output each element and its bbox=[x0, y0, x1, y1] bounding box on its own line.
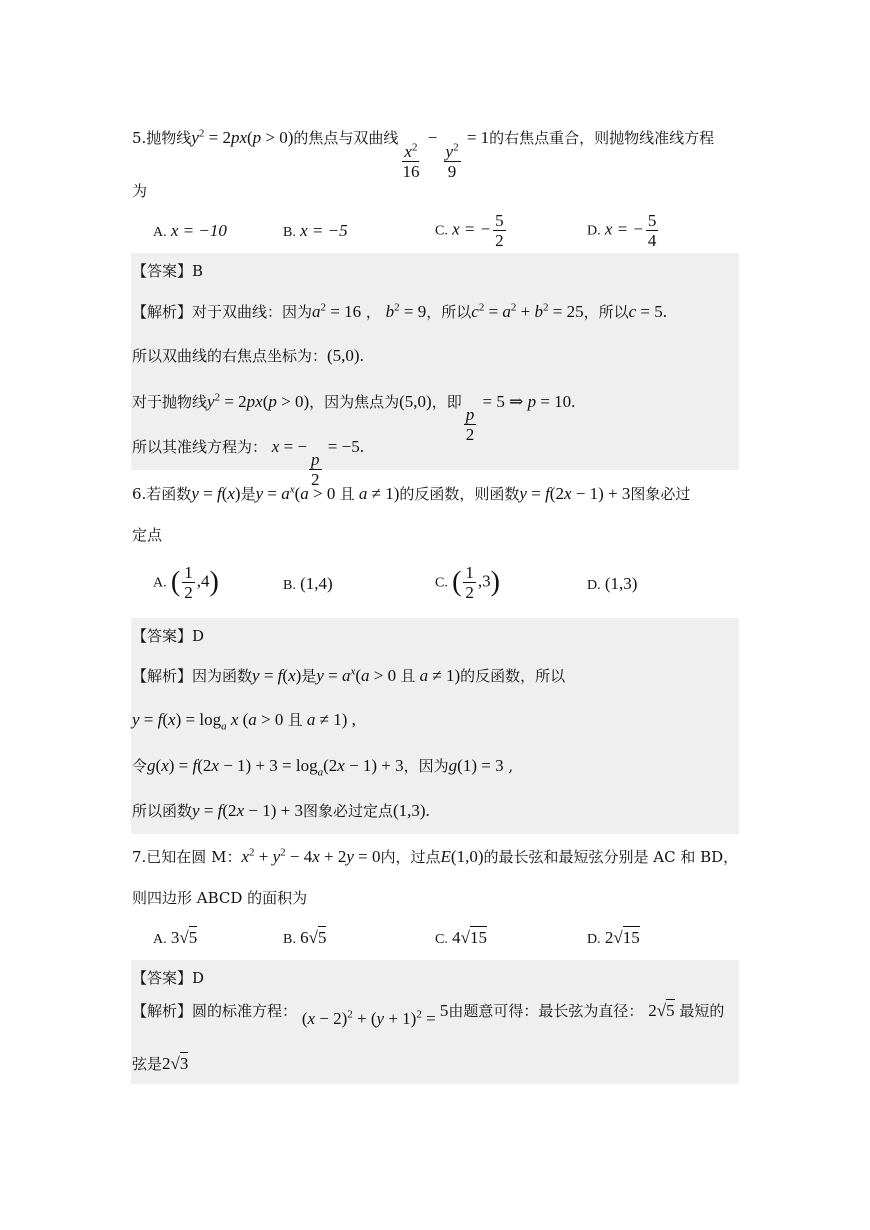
q7-option-c[interactable]: C. 4√15 bbox=[435, 928, 487, 947]
q5-option-d[interactable]: D. x = − $\frac{5}{4}$ bbox=[587, 211, 657, 250]
q6-analysis-line1: 【解析】因为函数y = f(x)是$y = a^x(a > 0$ 且 a ≠ 1)的反函数，所以 bbox=[132, 665, 566, 685]
q5-stem-line1: 5.抛物线$y^2 = 2px(p > 0)$的焦点与双曲线 $\frac{x^2}{16}$ − $\frac{y^2}{9}$ = 1的右焦点重合，则抛物线准线方程 bbox=[132, 127, 715, 181]
q6-analysis-line2: $y = f(x) = \log_a x$ (a > 0 且 a ≠ 1) , bbox=[132, 710, 356, 733]
q6-analysis-line4: 所以函数y = f(2x − 1) + 3图象必过定点(1,3). bbox=[132, 801, 430, 820]
q5-stem-line2: 为 bbox=[132, 182, 148, 200]
q7-stem-line2: 则四边形 ABCD 的面积为 bbox=[132, 889, 308, 907]
q6-stem-line1: 6.若函数y = f(x)是$y = a^x(a > 0$ 且 a ≠ 1)的反函数，则函数y = f(2x − 1) + 3图象必过 bbox=[132, 483, 691, 503]
q7-stem-line1: 7.已知在圆 M：$x^2 + y^2 - 4x + 2y = 0$内，过点E(1,0)的最长弦和最短弦分别是 AC 和 BD， bbox=[132, 846, 739, 866]
q7-answer: 【答案】D bbox=[132, 969, 205, 987]
q7-option-a[interactable]: A. 3√5 bbox=[153, 928, 198, 947]
q6-option-b[interactable]: B. (1,4) bbox=[283, 574, 333, 593]
q5-analysis-line1: 【解析】对于双曲线：因为$a^2 = 16$ ， $b^2 = 9$，所以$c^2 = a^2 + b^2 = 25$，所以c = 5. bbox=[132, 301, 668, 321]
q6-stem-line2: 定点 bbox=[132, 526, 163, 544]
q5-option-c[interactable]: C. x = − $\frac{5}{2}$ bbox=[435, 211, 504, 250]
q7-option-d[interactable]: D. 2√15 bbox=[587, 928, 640, 947]
q5-analysis-line3: 对于抛物线$y^2 = 2px(p > 0)$，因为焦点为(5,0)，即 $\frac{p}{2}$ = 5 ⇒ p = 10. bbox=[132, 391, 576, 444]
q5-option-b[interactable]: B. x = −5 bbox=[283, 221, 348, 240]
q5-analysis-line4: 所以其准线方程为： x = − $\frac{p}{2}$ = −5. bbox=[132, 437, 364, 489]
q6-answer: 【答案】D bbox=[132, 627, 205, 645]
q5-option-a[interactable]: A. x = −10 bbox=[153, 221, 227, 240]
q6-analysis-line3: 令$g(x) = f(2x - 1) + 3 = \log_a(2x - 1) + 3$，因为g(1) = 3 , bbox=[132, 756, 514, 779]
q7-analysis-line1: 【解析】圆的标准方程： $(x - 2)^2 + (y + 1)^2 = 5$由题意可得：最长弦为直径： 2√5 最短的 bbox=[132, 1001, 725, 1028]
q5-analysis-line2: 所以双曲线的右焦点坐标为：(5,0). bbox=[132, 346, 364, 365]
q7-option-b[interactable]: B. 6√5 bbox=[283, 928, 327, 947]
q5-answer: 【答案】B bbox=[132, 262, 204, 280]
q6-option-d[interactable]: D. (1,3) bbox=[587, 574, 638, 593]
q6-option-a[interactable]: A. ( $\frac{1}{2}$ ,4) bbox=[153, 563, 219, 602]
q6-option-c[interactable]: C. ( $\frac{1}{2}$ ,3) bbox=[435, 563, 500, 602]
q7-analysis-line2: 弦是2√3 bbox=[132, 1054, 189, 1073]
